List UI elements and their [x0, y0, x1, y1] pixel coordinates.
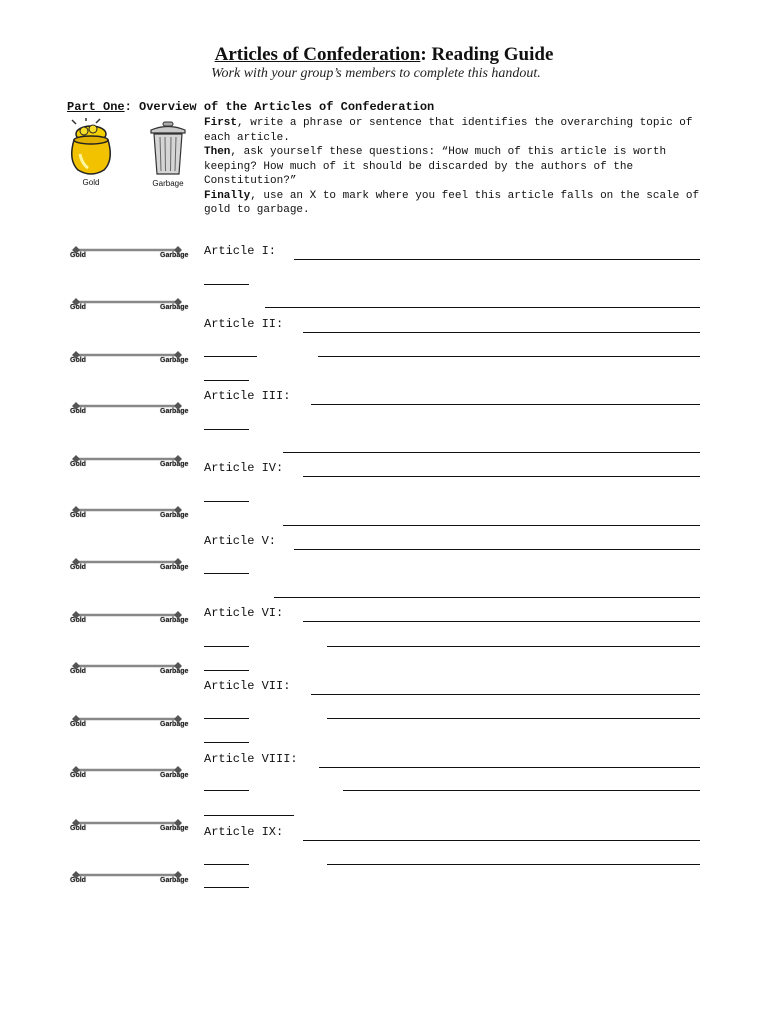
scale-gold-label: Gold — [70, 617, 86, 624]
instruction-then — [204, 145, 704, 189]
scale-garbage-label: Garbage — [160, 772, 189, 779]
gold-garbage-scale[interactable] — [68, 818, 192, 832]
scale-garbage-label: Garbage — [160, 408, 189, 415]
section-heading — [67, 100, 434, 114]
scale-gold-label: Gold — [70, 668, 86, 675]
scale-gold-label: Gold — [70, 721, 86, 728]
scale-gold-label: Gold — [70, 772, 86, 779]
answer-line[interactable] — [327, 646, 700, 647]
scale-gold-label: Gold — [70, 357, 86, 364]
scale-garbage-label: Garbage — [160, 252, 189, 259]
gold-garbage-scale[interactable] — [68, 870, 192, 884]
instruction-first-text: , write a phrase or sentence that identifies the overarching topic of each article. — [204, 117, 693, 144]
instruction-then-keyword: Then — [204, 146, 231, 158]
article-answer-line[interactable] — [311, 694, 700, 695]
article-answer-line[interactable] — [319, 767, 700, 768]
answer-line[interactable] — [204, 284, 249, 285]
gold-garbage-scale[interactable] — [68, 505, 192, 519]
scale-garbage-label: Garbage — [160, 617, 189, 624]
answer-line[interactable] — [318, 356, 700, 357]
instruction-finally — [204, 189, 704, 218]
scale-garbage-label: Garbage — [160, 357, 189, 364]
scale-gold-label: Gold — [70, 564, 86, 571]
scale-gold-label: Gold — [70, 877, 86, 884]
page-title — [0, 44, 768, 66]
answer-line[interactable] — [204, 815, 294, 816]
article-answer-line[interactable] — [303, 621, 700, 622]
gold-garbage-scale[interactable] — [68, 297, 192, 311]
article-answer-line[interactable] — [294, 259, 700, 260]
scale-gold-label: Gold — [70, 825, 86, 832]
article-answer-line[interactable] — [294, 549, 700, 550]
instruction-finally-text: , use an X to mark where you feel this article falls on the scale of gold to garbage. — [204, 189, 700, 216]
answer-line[interactable] — [204, 380, 249, 381]
answer-line[interactable] — [204, 429, 249, 430]
answer-line[interactable] — [274, 597, 700, 598]
article-label: Article IX: — [204, 825, 284, 839]
scale-garbage-label: Garbage — [160, 512, 189, 519]
section-title: : Overview of the Articles of Confederation — [124, 100, 435, 114]
gold-garbage-scale[interactable] — [68, 714, 192, 728]
gold-garbage-scale[interactable] — [68, 454, 192, 468]
article-label: Article I: — [204, 244, 277, 258]
section-label: Part One — [67, 100, 125, 114]
scale-garbage-label: Garbage — [160, 825, 189, 832]
page-subtitle: Work with your group’s members to complete this handout. — [211, 66, 541, 81]
article-answer-line[interactable] — [311, 404, 700, 405]
gold-garbage-scale[interactable] — [68, 610, 192, 624]
article-label: Article VII: — [204, 679, 291, 693]
gold-caption: Gold — [82, 178, 100, 187]
title-main: Articles of Confederation — [214, 44, 421, 65]
answer-line[interactable] — [265, 307, 700, 308]
answer-line[interactable] — [204, 573, 249, 574]
article-label: Article V: — [204, 534, 277, 548]
answer-line[interactable] — [204, 356, 257, 357]
scale-gold-label: Gold — [70, 304, 86, 311]
article-answer-line[interactable] — [303, 476, 700, 477]
answer-line[interactable] — [204, 742, 249, 743]
answer-line[interactable] — [204, 501, 249, 502]
instruction-finally-keyword: Finally — [204, 189, 251, 202]
scale-garbage-label: Garbage — [160, 877, 189, 884]
article-label: Article III: — [204, 389, 291, 403]
scale-garbage-label: Garbage — [160, 304, 189, 311]
article-label: Article VI: — [204, 606, 284, 620]
answer-line[interactable] — [204, 718, 249, 719]
scale-gold-label: Gold — [70, 252, 86, 259]
gold-pot-icon — [66, 118, 116, 188]
gold-garbage-scale[interactable] — [68, 245, 192, 259]
gold-garbage-scale[interactable] — [68, 765, 192, 779]
gold-garbage-scale[interactable] — [68, 661, 192, 675]
title-suffix: : Reading Guide — [420, 44, 554, 65]
article-label: Article II: — [204, 317, 284, 331]
scale-gold-label: Gold — [70, 461, 86, 468]
answer-line[interactable] — [327, 718, 700, 719]
answer-line[interactable] — [327, 864, 700, 865]
answer-line[interactable] — [283, 525, 700, 526]
article-answer-line[interactable] — [303, 332, 700, 333]
article-label: Article VIII: — [204, 752, 298, 766]
answer-line[interactable] — [204, 864, 249, 865]
scale-gold-label: Gold — [70, 408, 86, 415]
garbage-can-icon — [146, 121, 190, 188]
garbage-caption: Garbage — [152, 179, 184, 188]
article-label: Article IV: — [204, 461, 284, 475]
answer-line[interactable] — [204, 790, 249, 791]
answer-line[interactable] — [283, 452, 700, 453]
scale-garbage-label: Garbage — [160, 461, 189, 468]
instruction-first-keyword: First — [204, 117, 238, 129]
scale-gold-label: Gold — [70, 512, 86, 519]
answer-line[interactable] — [204, 887, 249, 888]
answer-line[interactable] — [343, 790, 700, 791]
answer-line[interactable] — [204, 670, 249, 671]
gold-garbage-scale[interactable] — [68, 557, 192, 571]
scale-garbage-label: Garbage — [160, 721, 189, 728]
gold-garbage-scale[interactable] — [68, 401, 192, 415]
scale-garbage-label: Garbage — [160, 564, 189, 571]
gold-garbage-scale[interactable] — [68, 350, 192, 364]
article-answer-line[interactable] — [303, 840, 700, 841]
instruction-first — [204, 116, 704, 145]
scale-garbage-label: Garbage — [160, 668, 189, 675]
instructions — [204, 116, 704, 218]
instruction-then-text: , ask yourself these questions: “How much of this article is worth keeping? How much of it should be discarded by the authors of the Constitution?” — [204, 146, 667, 187]
answer-line[interactable] — [204, 646, 249, 647]
